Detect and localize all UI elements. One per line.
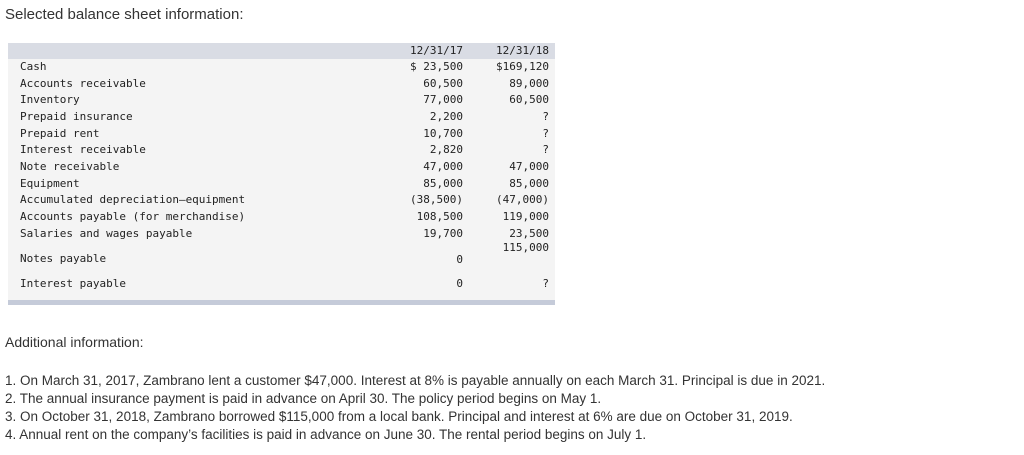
- value-2017: 85,000: [423, 177, 463, 190]
- value-2017: 108,500: [416, 210, 463, 223]
- value-2017: 60,500: [423, 77, 463, 90]
- value-2018: 47,000: [509, 160, 549, 173]
- table-row: [8, 92, 555, 108]
- table-row: [8, 126, 555, 142]
- balance-sheet-table: [8, 43, 555, 305]
- row-label: Equipment: [20, 177, 80, 190]
- row-label: Accumulated depreciation–equipment: [20, 193, 246, 206]
- table-footer-bar: [8, 300, 555, 305]
- row-label: Interest receivable: [20, 143, 146, 156]
- column-header-2018: 12/31/18: [496, 44, 549, 57]
- table-row: [8, 59, 555, 75]
- page-heading: Selected balance sheet information:: [5, 6, 244, 23]
- value-2018: 115,000: [502, 241, 549, 254]
- value-2018: 60,500: [509, 93, 549, 106]
- column-header-2017: 12/31/17: [410, 44, 463, 57]
- value-2017: 47,000: [423, 160, 463, 173]
- value-2018: ?: [542, 143, 549, 156]
- list-item: 2. The annual insurance payment is paid in advance on April 30. The policy period begins on May 1.: [5, 391, 602, 406]
- value-2017: (38,500): [410, 193, 463, 206]
- value-2018: (47,000): [496, 193, 549, 206]
- table-row: [8, 176, 555, 192]
- value-2018: 23,500: [509, 227, 549, 240]
- value-2018: ?: [542, 127, 549, 140]
- value-2017: 77,000: [423, 93, 463, 106]
- row-label: Inventory: [20, 93, 80, 106]
- value-2018: 119,000: [502, 210, 549, 223]
- table-row: [8, 226, 555, 242]
- row-label: Accounts payable (for merchandise): [20, 210, 246, 223]
- table-row: [8, 142, 555, 158]
- row-label: Note receivable: [20, 160, 120, 173]
- value-2018: 85,000: [509, 177, 549, 190]
- value-2017: 10,700: [423, 127, 463, 140]
- list-item: 4. Annual rent on the company’s facilities is paid in advance on June 30. The rental period begins on July 1.: [5, 427, 647, 442]
- row-label: Notes payable: [20, 252, 107, 265]
- value-2018: ?: [542, 277, 549, 290]
- list-item: 3. On October 31, 2018, Zambrano borrowed $115,000 from a local bank. Principal and interest at 6% are due on October 31, 2019.: [5, 409, 793, 424]
- table-row: [8, 241, 555, 267]
- row-label: Interest payable: [20, 277, 126, 290]
- additional-info-list: [5, 372, 825, 444]
- row-label: Prepaid insurance: [20, 110, 133, 123]
- list-item: 1. On March 31, 2017, Zambrano lent a customer $47,000. Interest at 8% is payable annually on each March 31. Principal is due in 2021.: [5, 373, 826, 388]
- table-row: [8, 76, 555, 92]
- additional-info-title: Additional information:: [5, 334, 144, 350]
- value-2017: 0: [456, 277, 463, 290]
- table-row: [8, 192, 555, 208]
- row-label: Prepaid rent: [20, 127, 100, 140]
- table-row: [8, 109, 555, 125]
- value-2017: 0: [456, 253, 463, 266]
- table-row: [8, 159, 555, 175]
- value-2018: $169,120: [496, 60, 549, 73]
- value-2018: 89,000: [509, 77, 549, 90]
- table-row: [8, 209, 555, 225]
- value-2017: $ 23,500: [410, 60, 463, 73]
- row-label: Accounts receivable: [20, 77, 146, 90]
- value-2017: 19,700: [423, 227, 463, 240]
- table-row: [8, 276, 555, 292]
- row-label: Salaries and wages payable: [20, 227, 193, 240]
- value-2018: ?: [542, 110, 549, 123]
- value-2017: 2,820: [429, 143, 463, 156]
- row-label: Cash: [20, 60, 47, 73]
- value-2017: 2,200: [429, 110, 463, 123]
